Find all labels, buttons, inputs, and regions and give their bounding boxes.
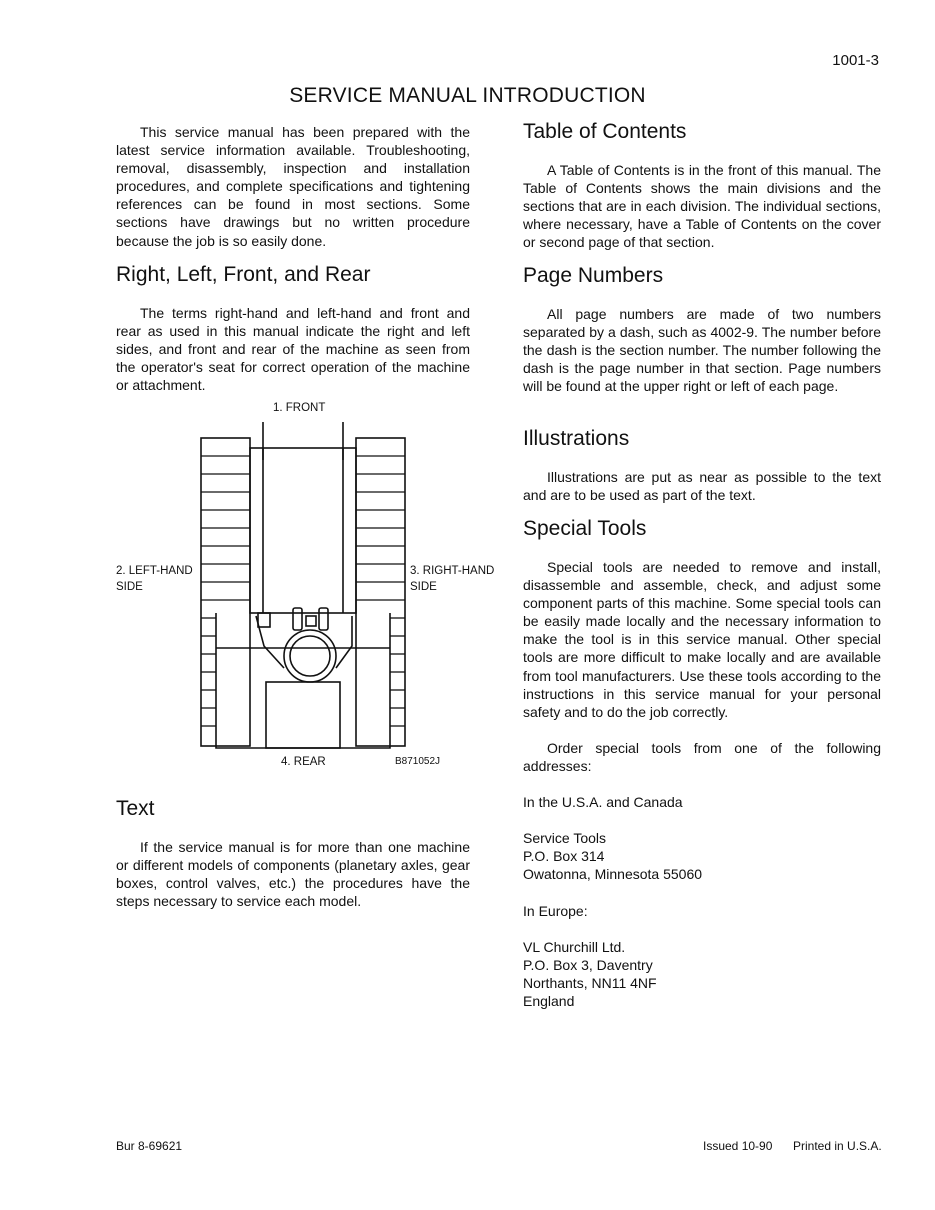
diagram-label-front: 1. FRONT (273, 402, 326, 414)
address-usa (523, 829, 881, 883)
heading-special-tools: Special Tools (523, 517, 647, 540)
order-tools-paragraph: Order special tools from one of the following addresses: (523, 740, 881, 775)
illustrations-paragraph: Illustrations are put as near as possible to the text and are to be used as part of the text. (523, 469, 881, 504)
page-number: 1001-3 (832, 52, 879, 69)
footer-code: Bur 8-69621 (116, 1139, 183, 1153)
diagram-label-right-line1: 3. RIGHT-HAND (410, 565, 495, 577)
heading-table-of-contents: Table of Contents (523, 120, 687, 143)
address-line: Owatonna, Minnesota 55060 (523, 866, 703, 883)
page-title: SERVICE MANUAL INTRODUCTION (289, 84, 646, 107)
intro-paragraph: This service manual has been prepared with the latest service information available. Troubleshooting, removal, disassembly, inspection and installation procedures, and complete specifications and tightening references can be found in most sections. Some sections have drawings but no written procedure because the job is so easily done. (116, 124, 470, 249)
heading-text: Text (116, 797, 155, 820)
address-line: P.O. Box 314 (523, 848, 605, 865)
page-numbers-paragraph: All page numbers are made of two numbers separated by a dash, such as 4002-9. The number before the dash is the section number. The number following the dash is the page number in that section. Page numbers will be found at the upper right or left of each page. (523, 306, 881, 395)
heading-page-numbers: Page Numbers (523, 264, 664, 287)
address-line: Service Tools (523, 830, 607, 846)
diagram-label-rear: 4. REAR (281, 756, 326, 768)
footer-printed: Printed in U.S.A. (793, 1139, 882, 1153)
address-line: Northants, NN11 4NF (523, 975, 657, 992)
diagram-label-left-line1: 2. LEFT-HAND (116, 565, 193, 577)
address-usa-label: In the U.S.A. and Canada (523, 794, 683, 810)
address-europe-label: In Europe: (523, 903, 588, 919)
diagram-label-right-line2: SIDE (410, 581, 437, 593)
heading-illustrations: Illustrations (523, 427, 630, 450)
address-line: England (523, 993, 575, 1010)
diagram-label-left (116, 563, 193, 595)
directions-paragraph: The terms right-hand and left-hand and front and rear as used in this manual indicate the right and left sides, and front and rear of the machine as seen from the operator's seat for correct operation of the machine or attachment. (116, 305, 470, 394)
diagram-label-right (410, 563, 494, 595)
text-paragraph: If the service manual is for more than one machine or different models of components (planetary axles, gear boxes, control valves, etc.) the procedures have the steps necessary to service each model. (116, 839, 470, 910)
address-line: VL Churchill Ltd. (523, 939, 626, 955)
footer-issued: Issued 10-90 (703, 1139, 773, 1153)
machine-top-view-diagram (198, 420, 408, 750)
special-tools-paragraph: Special tools are needed to remove and install, disassemble and assemble, check, and adjust some component parts of this machine. Some special tools can be easily made locally and the necessary information to make the tool is in this service manual. Other special tools are more difficult to make locally and are available from tool manufacturers. Use these tools according to the instructions in this service manual for your personal safety and to do the job correctly. (523, 559, 881, 720)
address-line: P.O. Box 3, Daventry (523, 957, 653, 974)
heading-directions: Right, Left, Front, and Rear (116, 263, 371, 286)
address-europe (523, 938, 881, 1010)
diagram-label-left-line2: SIDE (116, 581, 143, 593)
toc-paragraph: A Table of Contents is in the front of this manual. The Table of Contents shows the main divisions and the sections that are in each division. The individual sections, where necessary, have a Table of Contents on the cover or second page of that section. (523, 162, 881, 251)
figure-code: B871052J (395, 756, 441, 767)
